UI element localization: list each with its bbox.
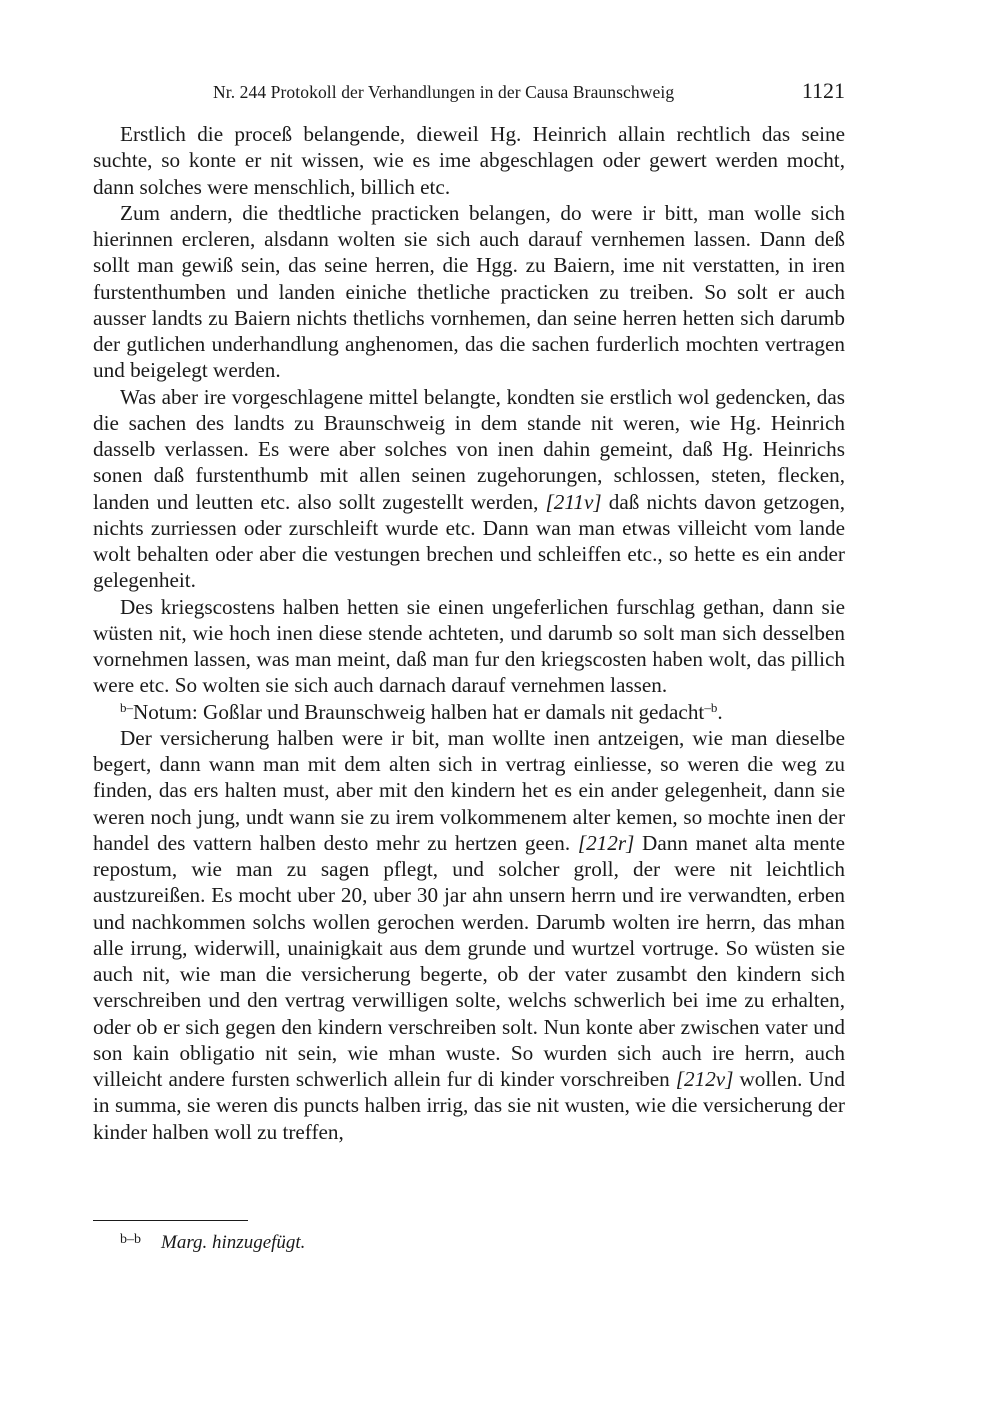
folio-marker: [212r] [577, 830, 635, 855]
paragraph-practices: Zum andern, die thedtliche practicken belangen, do were ir bitt, man wolle sich hierinnen ercleren, alsdann wolten sie sich auch darauf vernhemen lassen. Dann deß sollt man gewiß sein, das seine herren, die Hgg. zu Baiern, ime nit verstatten, in iren furstenthumben und landen einiche thetliche practicken zu treiben. So solt er auch ausser landts zu Baiern nichts thetlichs vornhemen, dan seine herren hetten sich darumb der gutlichen underhandlung anghenomen, das die sachen furderlich mochten vertragen und beigelegt werden. [93, 200, 845, 383]
paragraph-proceedings: Erstlich die proceß belangende, dieweil Hg. Heinrich allain rechtlich das seine suchte, so konte er nit wissen, wie es ime abgeschlagen oder gewert werden mocht, dann solches were menschlich, billich etc. [93, 122, 845, 199]
page-number: 1121 [801, 78, 845, 103]
footnote-divider [93, 1220, 248, 1221]
folio-marker: [211v] [545, 489, 602, 514]
paragraph-proposed-means [93, 384, 845, 594]
footnote-mark-close: –b [704, 699, 718, 715]
paragraph-notum [93, 699, 845, 725]
paragraph-text: . [717, 699, 723, 724]
paragraph-text: Der versicherung halben were ir bit, man wollte inen antzeigen, wie man dieselbe begert, dann wann man mit dem alten sich in vertrag einliesse, so weren die weg zu finden, das ers halten must, aber mit den kindern het es ein ander gelegenheit, dann sie weren noch jung, undt wann sie zu irem volkommenem alter kemen, so mochte inen der handel des vattern halben desto mehr zu hertzen geen. [93, 725, 845, 855]
footnote-text: Marg. hinzugefügt. [161, 1232, 306, 1253]
running-header [93, 78, 845, 108]
footnote-mark-open: b– [120, 699, 133, 715]
paragraph-text: wollen. Und in summa, sie weren dis puncts halben irrig, das sie nit wusten, wie die versicherung der kinder halben woll zu treffen, [93, 1067, 846, 1144]
paragraph-assurance [93, 725, 845, 1145]
folio-marker: [212v] [675, 1067, 734, 1091]
footnote-mark: b–b [120, 1232, 141, 1247]
paragraph-war-costs: Des kriegscostens halben hetten sie einen ungeferlichen furschlag gethan, dann sie wüsten nit, wie hoch inen diese stende achteten, und darumb so solt man sich desselben vornehmen lassen, was man meint, daß man fur den kriegscosten haben wolt, das pillich were etc. So wolten sie sich auch darnach darauf vernehmen lassen. [93, 594, 845, 698]
paragraph-text: Was aber ire vorgeschlagene mittel belangte, kondten sie erstlich wol gedencken, das die sachen des landts zu Braunschweig in dem stande nit weren, wie Hg. Heinrich dasselb verlassen. Es were aber solches von inen dahin gemeint, daß Hg. Heinrichs sonen daß furstenthumb mit allen seinen zugehorungen, schlossen, steten, flecken, landen und leutten etc. also sollt zugestellt werden, [93, 384, 845, 514]
paragraph-text: Dann manet alta mente repostum, wie man zu sagen pflegt, und solcher groll, der were nit leichtlich austzureißen. Es mocht uber 20, uber 30 jar ahn unsern herrn und ire verwandten, erben und nachkommen solchs wollen gerochen werden. Darumb wolten ire herrn, das mhan alle irrung, widerwill, unainigkait aus dem grunde und wurtzel vortruge. So wüsten sie auch nit, wie man die versicherung begerte, ob der vater zusambt den kindern sich verschreiben und den vertrag verwilligen solte, welchs schwerlich bei ime zu erhalten, oder ob er sich gegen den kindern verschreiben solt. Nun konte aber zwischen vater und son kain obligatio nit sein, wie mhan wuste. So wurden sich auch ire herrn, auch villeicht andere fursten schwerlich allein fur di kinder vorschreiben [93, 830, 845, 1091]
main-text [93, 121, 845, 1145]
paragraph-text: Notum: Goßlar und Braunschweig halben hat er damals nit gedacht [133, 699, 705, 724]
footnote [120, 1227, 840, 1256]
paragraph-text: daß nichts davon getzogen, nichts zurriessen oder zurschleift wurde etc. Dann wan man etwas villeicht vom lande wolt behalten oder aber die vestungen brechen und schleiffen etc., so hette es ein ander gelegenheit. [93, 489, 845, 593]
running-title: Nr. 244 Protokoll der Verhandlungen in der Causa Braunschweig [213, 82, 675, 102]
